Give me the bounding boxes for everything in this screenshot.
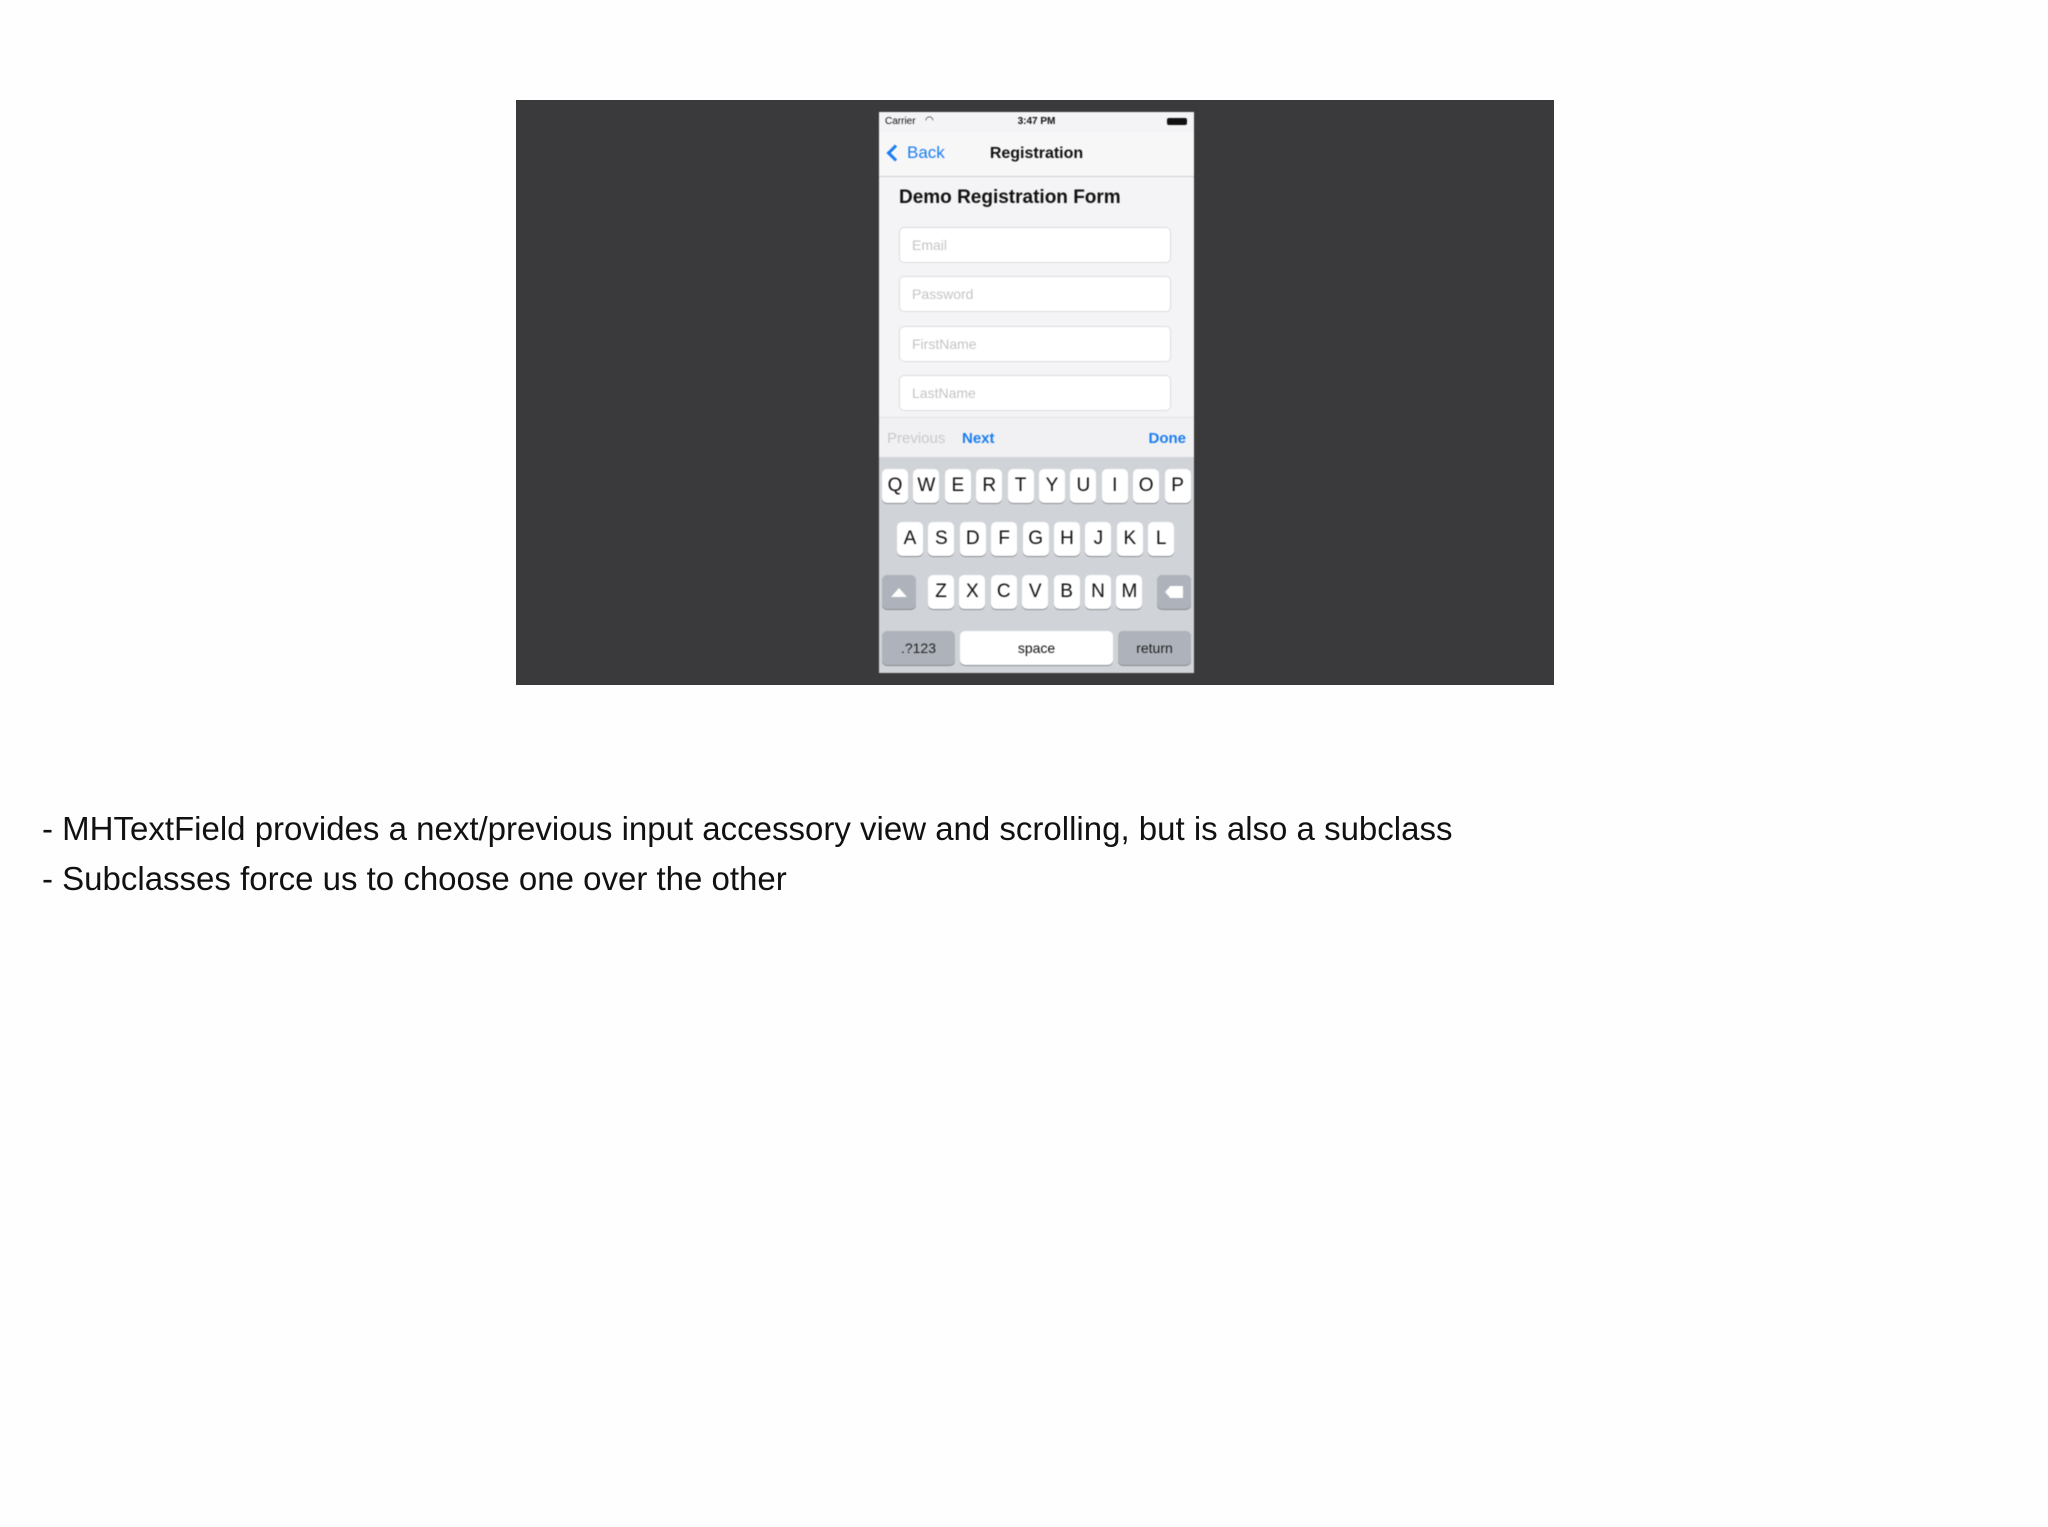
firstname-field[interactable] — [899, 326, 1171, 362]
carrier-label: Carrier — [885, 116, 916, 127]
key-a[interactable]: A — [897, 522, 923, 556]
bullet-1: - MHTextField provides a next/previous input accessory view and scrolling, but is also a subclass — [42, 810, 1453, 847]
key-i[interactable]: I — [1102, 469, 1128, 503]
key-u[interactable]: U — [1070, 469, 1096, 503]
key-q[interactable]: Q — [882, 469, 908, 503]
key-b[interactable]: B — [1054, 575, 1080, 609]
form-title: Demo Registration Form — [899, 187, 1121, 208]
firstname-input[interactable] — [900, 327, 1170, 361]
return-key[interactable]: return — [1118, 631, 1191, 665]
previous-button[interactable]: Previous — [887, 430, 946, 447]
key-p[interactable]: P — [1165, 469, 1191, 503]
password-input[interactable] — [900, 277, 1170, 311]
keyboard — [879, 457, 1194, 673]
back-label: Back — [907, 143, 945, 162]
status-time: 3:47 PM — [1017, 116, 1056, 127]
email-field[interactable] — [899, 227, 1171, 263]
space-key[interactable]: space — [960, 631, 1113, 665]
navigation-bar — [879, 132, 1194, 177]
input-accessory-bar — [879, 417, 1194, 458]
delete-icon — [1165, 586, 1183, 598]
password-field[interactable] — [899, 276, 1171, 312]
delete-key[interactable] — [1157, 575, 1191, 609]
bullet-2: - Subclasses force us to choose one over the other — [42, 860, 787, 897]
key-d[interactable]: D — [960, 522, 986, 556]
key-t[interactable]: T — [1008, 469, 1034, 503]
key-j[interactable]: J — [1085, 522, 1111, 556]
key-g[interactable]: G — [1023, 522, 1049, 556]
key-c[interactable]: C — [991, 575, 1017, 609]
shift-key[interactable] — [882, 575, 916, 609]
key-r[interactable]: R — [976, 469, 1002, 503]
key-f[interactable]: F — [991, 522, 1017, 556]
key-v[interactable]: V — [1022, 575, 1048, 609]
key-m[interactable]: M — [1116, 575, 1142, 609]
key-n[interactable]: N — [1085, 575, 1111, 609]
key-h[interactable]: H — [1054, 522, 1080, 556]
numbers-key[interactable]: .?123 — [882, 631, 955, 665]
key-l[interactable]: L — [1148, 522, 1174, 556]
key-y[interactable]: Y — [1039, 469, 1065, 503]
done-button[interactable]: Done — [1148, 430, 1186, 447]
next-button[interactable]: Next — [962, 430, 995, 447]
status-bar — [879, 112, 1194, 132]
battery-icon — [1167, 118, 1187, 125]
key-z[interactable]: Z — [928, 575, 954, 609]
key-x[interactable]: X — [959, 575, 985, 609]
lastname-field[interactable] — [899, 375, 1171, 411]
lastname-input[interactable] — [900, 376, 1170, 410]
key-e[interactable]: E — [945, 469, 971, 503]
nav-title: Registration — [989, 145, 1084, 162]
key-s[interactable]: S — [928, 522, 954, 556]
email-input[interactable] — [900, 228, 1170, 262]
shift-icon — [891, 588, 907, 597]
key-k[interactable]: K — [1117, 522, 1143, 556]
key-w[interactable]: W — [913, 469, 939, 503]
wifi-icon: ◠ — [925, 115, 934, 126]
key-o[interactable]: O — [1133, 469, 1159, 503]
phone-screen — [879, 112, 1194, 673]
